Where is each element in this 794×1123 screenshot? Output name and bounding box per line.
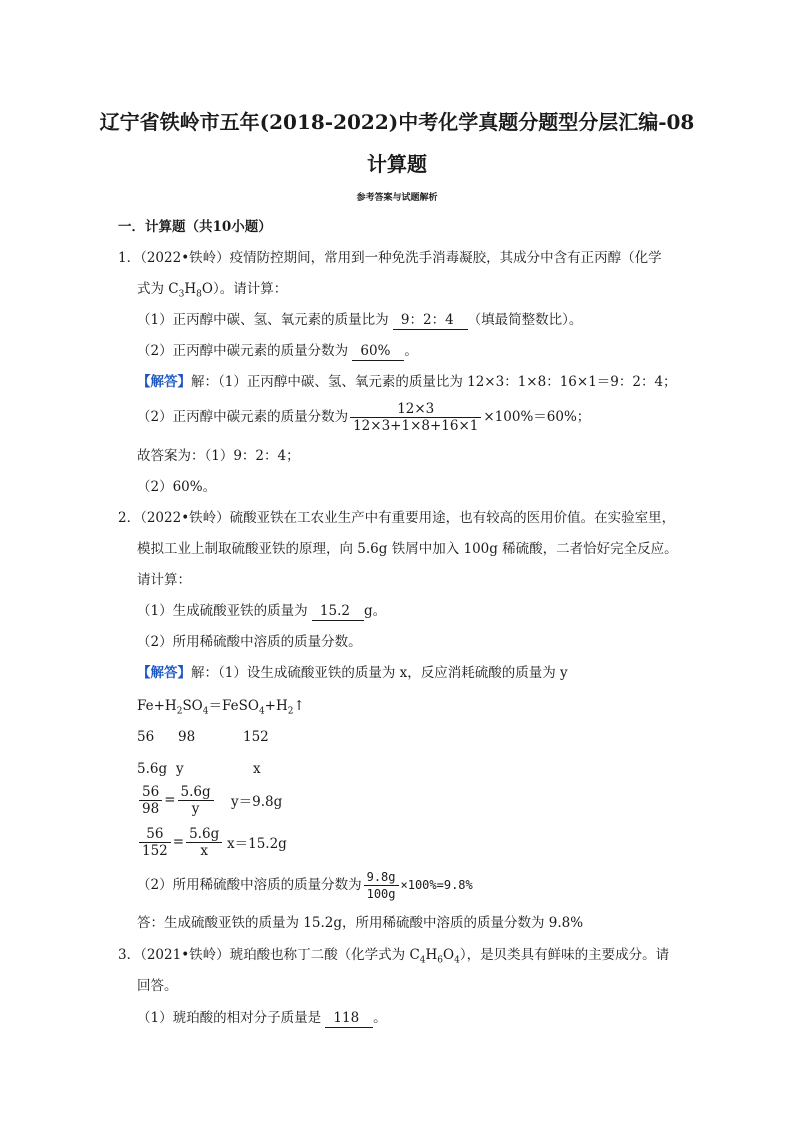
q1-fraction: $\frac{12\times 3}{12\times 3+1\times 8+16\times 1}$ — [350, 401, 481, 434]
q2-stem-line3: 请计算： — [137, 572, 191, 588]
q2-solution-line2: （2）所用稀硫酸中溶质的质量分数为 $\frac{9.8g}{100g}$ ×100%=9.8% — [137, 870, 473, 901]
q3-part1: （1）琥珀酸的相对分子质量是 118 。 — [137, 1010, 387, 1026]
q1-answer2: 60% — [352, 342, 404, 361]
q2-proportion-2: $\frac{56}{152}$ = $\frac{5.6g}{x}$ — [137, 826, 224, 859]
q2-solution-line1: 【解答】解：（1）设生成硫酸亚铁的质量为 x，反应消耗硫酸的质量为 y — [137, 665, 568, 681]
q1-solution-line2: （2）正丙醇中碳元素的质量分数为 $\frac{12\times 3}{12\times 3+1\times 8+16\times 1}$ ×100%＝60%； — [137, 401, 591, 434]
q2-value-y: y — [176, 761, 184, 777]
q3-stem-line1: 3．（2021•铁岭）琥珀酸也称丁二酸（化学式为 $C_4H_6O_4$），是贝类具有鲜味的主要成分。请 — [118, 947, 670, 966]
q2-value-fe: 5.6g — [137, 761, 168, 777]
q1-answer1: 9：2：4 — [393, 311, 468, 330]
doc-title-line2: 计算题 — [367, 152, 427, 176]
q1-solution-line3: 故答案为：（1）9：2：4； — [137, 448, 300, 464]
q2-value-x: x — [253, 761, 261, 777]
q1-solution-line1: 【解答】解：（1）正丙醇中碳、氢、氧元素的质量比为 12×3：1×8：16×1＝9：2：4； — [137, 374, 677, 390]
q2-stem-line1: 2．（2022•铁岭）硫酸亚铁在工农业生产中有重要用途，也有较高的医用价值。在实验室里， — [118, 510, 676, 526]
q2-mass-feso4: 152 — [243, 729, 269, 745]
q2-result-x: x＝15.2g — [227, 836, 287, 852]
section-heading: 一．计算题（共10小题） — [118, 219, 272, 235]
q2-proportion-1: $\frac{56}{98}$ = $\frac{5.6g}{y}$ — [137, 784, 216, 817]
q2-part2: （2）所用稀硫酸中溶质的质量分数。 — [137, 634, 362, 650]
q2-stem-line2: 模拟工业上制取硫酸亚铁的原理，向 5.6g 铁屑中加入 100g 稀硫酸，二者恰好完全反应。 — [137, 541, 678, 557]
q1-part1: （1）正丙醇中碳、氢、氧元素的质量比为 9：2：4 （填最简整数比）。 — [137, 312, 583, 328]
q2-equation: $Fe+H_2SO_4=FeSO_4+H_2↑$ — [137, 698, 305, 717]
q1-stem-line1: 1．（2022•铁岭）疫情防控期间，常用到一种免洗手消毒凝胶，其成分中含有正丙醇（化学 — [118, 250, 662, 266]
q2-answer1: 15.2 — [312, 602, 364, 621]
q2-result-y: y＝9.8g — [231, 794, 283, 810]
q1-solution-line4: （2）60%。 — [137, 479, 217, 495]
q3-stem-line2: 回答。 — [137, 978, 178, 994]
doc-title-line1: 辽宁省铁岭市五年(2018-2022)中考化学真题分题型分层汇编-08 — [99, 110, 695, 134]
q2-mass-fe: 56 — [137, 729, 155, 745]
q2-part1: （1）生成硫酸亚铁的质量为 15.2 g。 — [137, 603, 387, 619]
answer-tag: 【解答】 — [137, 374, 191, 390]
q3-answer1: 118 — [325, 1009, 373, 1028]
doc-subtitle: 参考答案与试题解析 — [356, 193, 438, 203]
q1-stem-line2: 式为 $C_3H_8O$）。请计算： — [137, 281, 288, 300]
q2-mass-h2so4: 98 — [178, 729, 196, 745]
q2-conclusion: 答：生成硫酸亚铁的质量为 15.2g，所用稀硫酸中溶质的质量分数为 9.8% — [137, 915, 584, 931]
q1-part2: （2）正丙醇中碳元素的质量分数为 60% 。 — [137, 343, 418, 359]
